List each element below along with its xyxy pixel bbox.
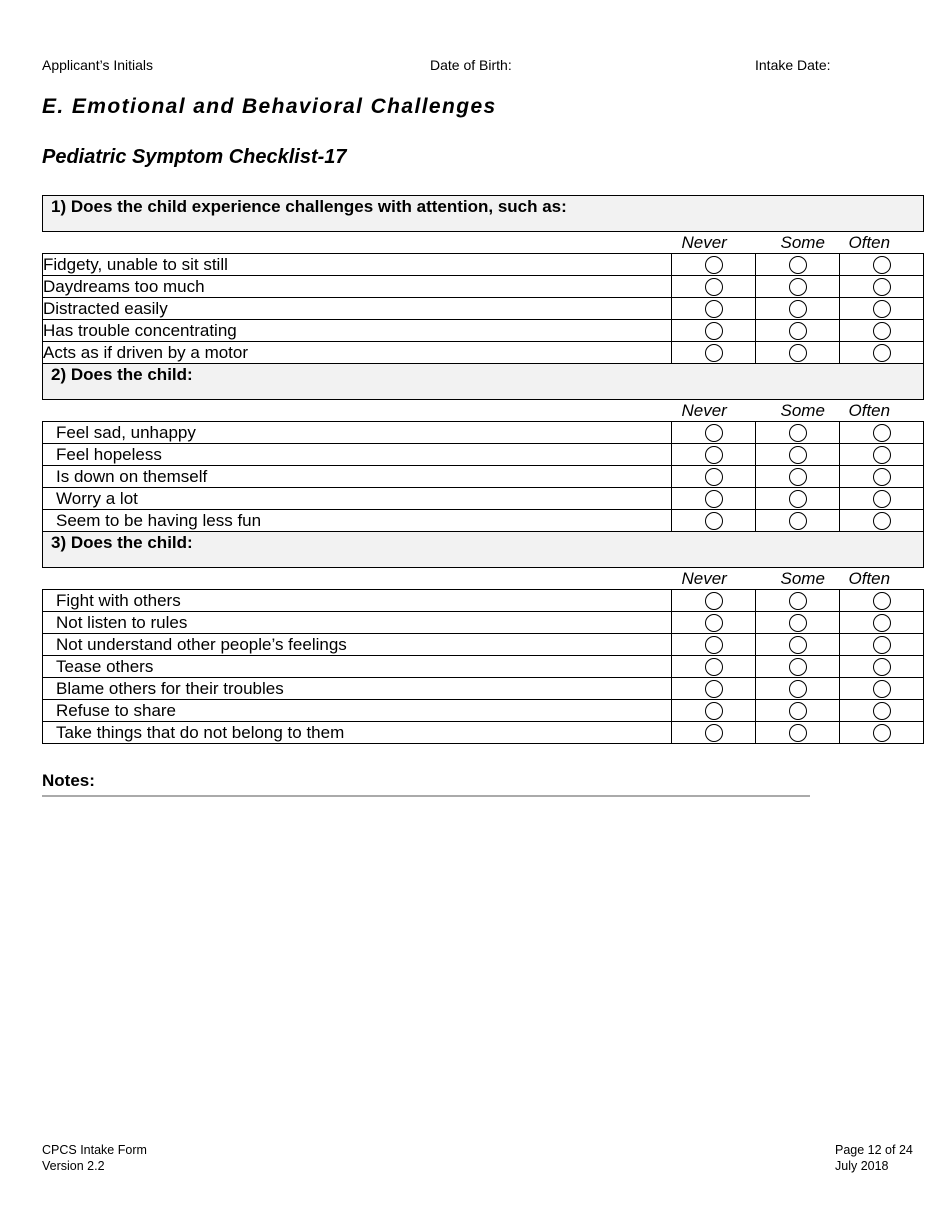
- radio-never[interactable]: [705, 636, 723, 654]
- question-row: [43, 364, 924, 400]
- response-cell-some: [756, 320, 840, 342]
- symptom-label: Worry a lot: [43, 488, 672, 510]
- radio-often[interactable]: [873, 300, 891, 318]
- symptom-row: [43, 298, 924, 320]
- radio-some[interactable]: [789, 446, 807, 464]
- radio-never[interactable]: [705, 344, 723, 362]
- symptom-label: Is down on themself: [43, 466, 672, 488]
- symptom-row: [43, 634, 924, 656]
- radio-some[interactable]: [789, 322, 807, 340]
- notes-line[interactable]: [42, 795, 810, 797]
- radio-some[interactable]: [789, 468, 807, 486]
- symptom-row: [43, 488, 924, 510]
- symptom-label: Blame others for their troubles: [43, 678, 672, 700]
- radio-often[interactable]: [873, 724, 891, 742]
- symptom-checklist-table: [42, 195, 924, 744]
- radio-often[interactable]: [873, 512, 891, 530]
- response-cell-never: [672, 634, 756, 656]
- response-cell-some: [756, 488, 840, 510]
- symptom-row: [43, 510, 924, 532]
- radio-often[interactable]: [873, 680, 891, 698]
- response-cell-often: [840, 298, 924, 320]
- response-cell-never: [672, 612, 756, 634]
- form-date: July 2018: [835, 1159, 889, 1173]
- radio-often[interactable]: [873, 322, 891, 340]
- radio-often[interactable]: [873, 278, 891, 296]
- radio-often[interactable]: [873, 592, 891, 610]
- response-cell-often: [840, 488, 924, 510]
- radio-some[interactable]: [789, 300, 807, 318]
- radio-some[interactable]: [789, 344, 807, 362]
- response-cell-some: [756, 298, 840, 320]
- notes-label: Notes:: [42, 771, 95, 790]
- response-cell-never: [672, 722, 756, 744]
- radio-never[interactable]: [705, 702, 723, 720]
- page-number: Page 12 of 24: [835, 1143, 913, 1157]
- column-header-often: Often: [848, 569, 891, 588]
- response-cell-never: [672, 422, 756, 444]
- column-header-some: Some: [780, 233, 825, 252]
- response-cell-often: [840, 634, 924, 656]
- symptom-row: [43, 722, 924, 744]
- symptom-label: Distracted easily: [43, 298, 672, 320]
- response-cell-often: [840, 342, 924, 364]
- radio-some[interactable]: [789, 490, 807, 508]
- response-cell-often: [840, 510, 924, 532]
- column-header-some: Some: [780, 401, 825, 420]
- radio-some[interactable]: [789, 702, 807, 720]
- response-cell-never: [672, 678, 756, 700]
- response-cell-often: [840, 422, 924, 444]
- response-cell-often: [840, 254, 924, 276]
- response-cell-never: [672, 276, 756, 298]
- radio-some[interactable]: [789, 614, 807, 632]
- response-cell-often: [840, 444, 924, 466]
- footer-right: [835, 1142, 913, 1174]
- radio-some[interactable]: [789, 680, 807, 698]
- response-cell-some: [756, 444, 840, 466]
- response-cell-often: [840, 320, 924, 342]
- response-cell-often: [840, 466, 924, 488]
- radio-some[interactable]: [789, 278, 807, 296]
- response-cell-some: [756, 510, 840, 532]
- response-cell-never: [672, 466, 756, 488]
- question-row: [43, 532, 924, 568]
- form-version: Version 2.2: [42, 1159, 105, 1173]
- symptom-label: Take things that do not belong to them: [43, 722, 672, 744]
- response-cell-often: [840, 590, 924, 612]
- question-text: 1) Does the child experience challenges with attention, such as:: [43, 196, 924, 232]
- response-cell-never: [672, 342, 756, 364]
- section-title: E. Emotional and Behavioral Challenges: [42, 95, 497, 118]
- symptom-label: Feel hopeless: [43, 444, 672, 466]
- radio-some[interactable]: [789, 256, 807, 274]
- response-cell-some: [756, 276, 840, 298]
- column-header-never: Never: [681, 401, 727, 420]
- intake-date-label: Intake Date:: [755, 57, 831, 73]
- form-name: CPCS Intake Form: [42, 1143, 147, 1157]
- symptom-row: [43, 590, 924, 612]
- radio-often[interactable]: [873, 636, 891, 654]
- radio-never[interactable]: [705, 512, 723, 530]
- symptom-label: Fight with others: [43, 590, 672, 612]
- response-cell-often: [840, 678, 924, 700]
- response-cell-some: [756, 590, 840, 612]
- response-cell-some: [756, 342, 840, 364]
- response-cell-often: [840, 656, 924, 678]
- question-text: 3) Does the child:: [43, 532, 924, 568]
- radio-never[interactable]: [705, 256, 723, 274]
- symptom-label: Acts as if driven by a motor: [43, 342, 672, 364]
- symptom-label: Seem to be having less fun: [43, 510, 672, 532]
- response-cell-some: [756, 700, 840, 722]
- column-header-row: [43, 232, 924, 254]
- radio-never[interactable]: [705, 490, 723, 508]
- symptom-row: [43, 678, 924, 700]
- symptom-row: [43, 276, 924, 298]
- radio-some[interactable]: [789, 512, 807, 530]
- symptom-row: [43, 320, 924, 342]
- response-cell-never: [672, 444, 756, 466]
- radio-never[interactable]: [705, 724, 723, 742]
- column-header-often: Often: [848, 233, 891, 252]
- radio-some[interactable]: [789, 636, 807, 654]
- radio-some[interactable]: [789, 724, 807, 742]
- response-cell-some: [756, 678, 840, 700]
- symptom-row: [43, 422, 924, 444]
- symptom-row: [43, 612, 924, 634]
- response-cell-never: [672, 320, 756, 342]
- question-row: [43, 196, 924, 232]
- response-cell-never: [672, 590, 756, 612]
- radio-often[interactable]: [873, 424, 891, 442]
- symptom-label: Not understand other people’s feelings: [43, 634, 672, 656]
- symptom-label: Daydreams too much: [43, 276, 672, 298]
- radio-never[interactable]: [705, 614, 723, 632]
- column-header-row: [43, 568, 924, 590]
- radio-some[interactable]: [789, 592, 807, 610]
- symptom-row: [43, 254, 924, 276]
- response-cell-never: [672, 254, 756, 276]
- radio-never[interactable]: [705, 658, 723, 676]
- column-header-never: Never: [681, 569, 727, 588]
- symptom-label: Fidgety, unable to sit still: [43, 254, 672, 276]
- column-header-row: [43, 400, 924, 422]
- symptom-row: [43, 444, 924, 466]
- response-cell-some: [756, 722, 840, 744]
- response-cell-never: [672, 656, 756, 678]
- response-cell-some: [756, 612, 840, 634]
- column-header-often: Often: [848, 401, 891, 420]
- radio-some[interactable]: [789, 658, 807, 676]
- response-cell-some: [756, 634, 840, 656]
- symptom-label: Feel sad, unhappy: [43, 422, 672, 444]
- symptom-row: [43, 700, 924, 722]
- symptom-label: Refuse to share: [43, 700, 672, 722]
- response-cell-some: [756, 422, 840, 444]
- radio-never[interactable]: [705, 446, 723, 464]
- symptom-label: Not listen to rules: [43, 612, 672, 634]
- response-cell-never: [672, 700, 756, 722]
- radio-never[interactable]: [705, 592, 723, 610]
- symptom-row: [43, 342, 924, 364]
- radio-often[interactable]: [873, 702, 891, 720]
- checklist-subtitle: Pediatric Symptom Checklist-17: [42, 146, 347, 168]
- response-cell-some: [756, 656, 840, 678]
- column-header-never: Never: [681, 233, 727, 252]
- question-text: 2) Does the child:: [43, 364, 924, 400]
- radio-never[interactable]: [705, 468, 723, 486]
- response-cell-often: [840, 722, 924, 744]
- radio-often[interactable]: [873, 446, 891, 464]
- date-of-birth-label: Date of Birth:: [430, 57, 512, 73]
- radio-never[interactable]: [705, 322, 723, 340]
- radio-never[interactable]: [705, 680, 723, 698]
- radio-often[interactable]: [873, 658, 891, 676]
- response-cell-never: [672, 488, 756, 510]
- symptom-label: Tease others: [43, 656, 672, 678]
- radio-never[interactable]: [705, 424, 723, 442]
- response-cell-some: [756, 466, 840, 488]
- response-cell-never: [672, 298, 756, 320]
- symptom-row: [43, 656, 924, 678]
- radio-often[interactable]: [873, 468, 891, 486]
- symptom-row: [43, 466, 924, 488]
- applicant-initials-label: Applicant’s Initials: [42, 57, 154, 73]
- radio-often[interactable]: [873, 614, 891, 632]
- radio-often[interactable]: [873, 256, 891, 274]
- response-cell-often: [840, 612, 924, 634]
- symptom-label: Has trouble concentrating: [43, 320, 672, 342]
- radio-never[interactable]: [705, 278, 723, 296]
- radio-often[interactable]: [873, 490, 891, 508]
- response-cell-often: [840, 276, 924, 298]
- footer-left: [42, 1142, 147, 1174]
- response-cell-never: [672, 510, 756, 532]
- response-cell-often: [840, 700, 924, 722]
- response-cell-some: [756, 254, 840, 276]
- radio-never[interactable]: [705, 300, 723, 318]
- column-header-some: Some: [780, 569, 825, 588]
- radio-some[interactable]: [789, 424, 807, 442]
- radio-often[interactable]: [873, 344, 891, 362]
